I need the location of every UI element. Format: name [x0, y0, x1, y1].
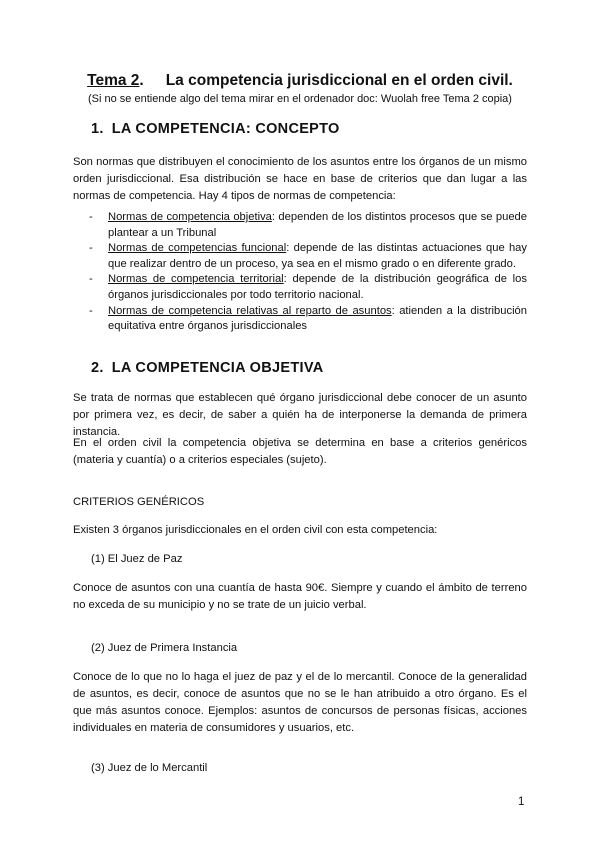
document-title [0, 72, 600, 90]
list-item: - Normas de competencia territorial: depende de la distribución geográfica de los órganos jurisdiccionales por todo territorio nacional. [89, 273, 527, 301]
section2-number: 2. [91, 360, 104, 376]
organ-2-label: (2) Juez de Primera Instancia [91, 642, 238, 654]
section2-paragraph-1: Se trata de normas que establecen qué órgano jurisdiccional debe conocer de un asunto por primera vez, es decir, de saber a quién ha de interponerse la demanda de primera instancia. [73, 392, 527, 438]
list-item-term: Normas de competencia objetiva [108, 211, 272, 223]
page-number: 1 [518, 796, 525, 808]
section1-intro: Son normas que distribuyen el conocimiento de los asuntos entre los órganos de un mismo orden jurisdiccional. Esa distribución se hace en base de criterios que dan lugar a las normas de competencia. Hay 4 tipos de normas de competencia: [73, 156, 527, 202]
list-item-term: Normas de competencias funcional [108, 242, 287, 255]
competence-types-list [89, 210, 527, 335]
organ-2-text: Conoce de lo que no lo haga el juez de paz y el de lo mercantil. Conoce de la generalidad de asuntos, es decir, conoce de asuntos que no se le han atribuido a otro órgano. Es el que más asuntos conoce. Ejemplos: asuntos de concursos de personas físicas, acciones individuales en materia de consumidores y usuarios, etc. [73, 671, 527, 734]
list-item: - Normas de competencia relativas al reparto de asuntos: atienden a la distribución equitativa entre órganos jurisdiccionales [89, 304, 527, 333]
organ-1-label: (1) El Juez de Paz [91, 553, 183, 565]
organ-3-label: (3) Juez de lo Mercantil [91, 762, 208, 774]
list-item-text: : atienden a la distribución equitativa entre órganos jurisdiccionales [108, 304, 527, 333]
list-item-term: Normas de competencia relativas al reparto de asuntos [108, 304, 392, 317]
section1-title: LA COMPETENCIA: CONCEPTO [111, 121, 340, 137]
section2-title: LA COMPETENCIA OBJETIVA [111, 360, 324, 376]
list-item-text: : dependen de los distintos procesos que se puede plantear a un Tribunal [108, 211, 527, 239]
title-text: La competencia jurisdiccional en el orden civil. [165, 72, 513, 89]
section2-paragraph-2: En el orden civil la competencia objetiva se determina en base a criterios genéricos (materia y cuantía) o a criterios especiales (sujeto). [73, 437, 527, 466]
document-subtitle: (Si no se entiende algo del tema mirar en el ordenador doc: Wuolah free Tema 2 copia) [88, 93, 512, 105]
list-item-text: : depende de la distribución geográfica de los órganos jurisdiccionales por todo territorio nacional. [108, 273, 527, 301]
organ-1-text: Conoce de asuntos con una cuantía de hasta 90€. Siempre y cuando el ámbito de terreno no exceda de su municipio y no se trate de un juicio verbal. [73, 582, 527, 611]
section1-number: 1. [91, 121, 104, 137]
section1-heading [91, 121, 340, 137]
list-item: - Normas de competencia objetiva: dependen de los distintos procesos que se puede plantear a un Tribunal [89, 211, 527, 239]
list-item-term: Normas de competencia territorial [108, 273, 284, 286]
criterios-label: CRITERIOS GENÉRICOS [73, 496, 205, 508]
list-item-text: : depende de las distintas actuaciones que hay que realizar dentro de un proceso, ya sea en el mismo grado o en diferente grado. [108, 242, 527, 270]
list-item: - Normas de competencias funcional: depende de las distintas actuaciones que hay que realizar dentro de un proceso, ya sea en el mismo grado o en diferente grado. [89, 242, 527, 270]
title-tema: Tema 2. [87, 72, 144, 89]
section2-heading [91, 360, 324, 376]
section2-paragraph-3: Existen 3 órganos jurisdiccionales en el orden civil con esta competencia: [73, 524, 438, 536]
